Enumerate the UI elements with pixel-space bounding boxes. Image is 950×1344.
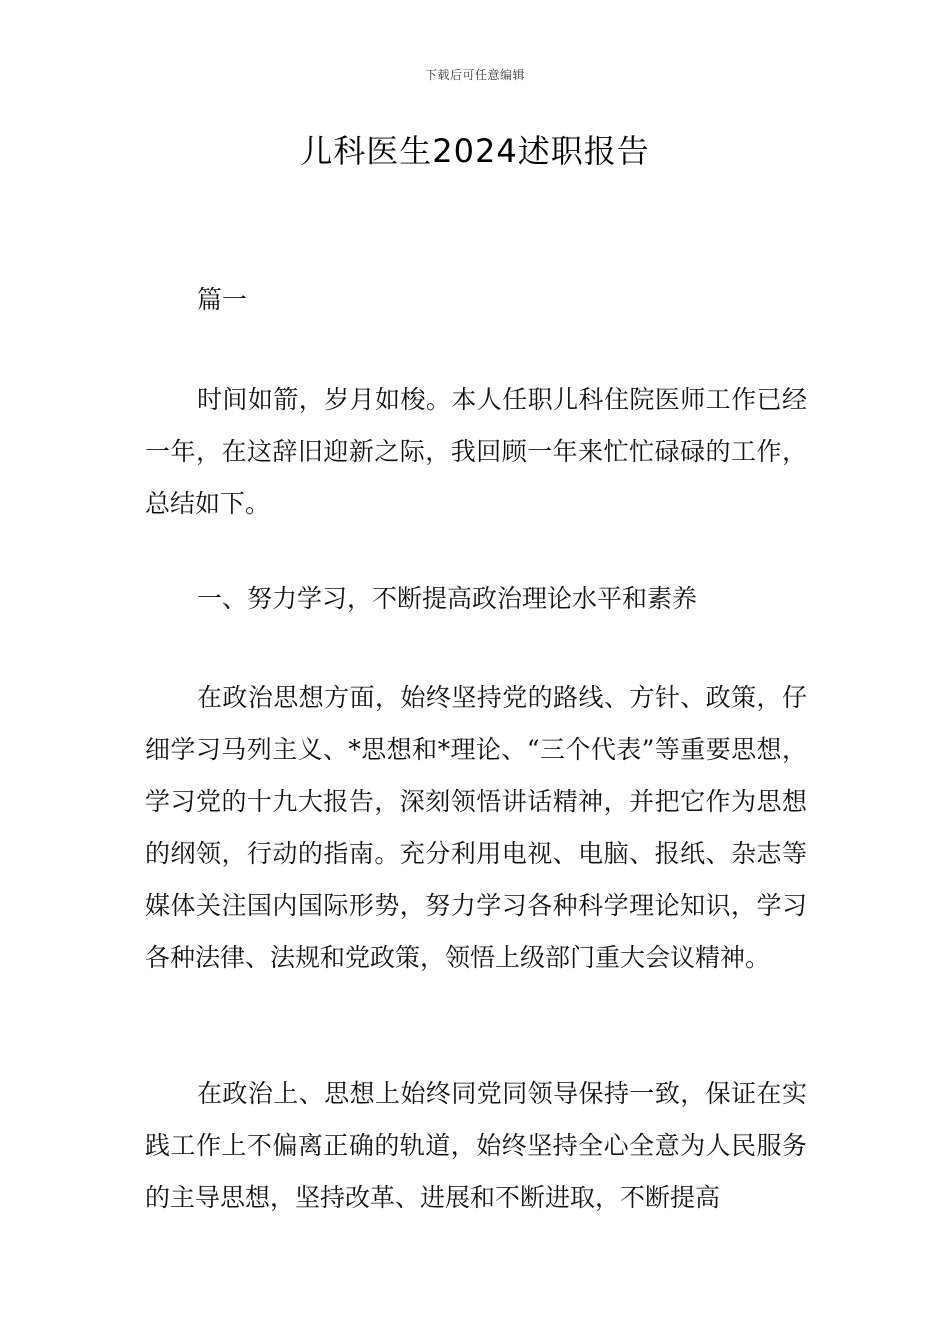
document-title: 儿科医生2024述职报告: [300, 132, 650, 170]
intro-paragraph: 时间如箭，岁月如梭。本人任职儿科住院医师工作已经一年，在这辞旧迎新之际，我回顾一年来忙忙碌碌的工作，总结如下。: [145, 385, 807, 518]
body-paragraph: 在政治上、思想上始终同党同领导保持一致，保证在实践工作上不偏离正确的轨道，始终坚持全心全意为人民服务的主导思想，坚持改革、进展和不断进取，不断提高: [145, 1079, 807, 1212]
body-paragraph: 在政治思想方面，始终坚持党的路线、方针、政策，仔细学习马列主义、*思想和*理论、“三个代表”等重要思想，学习党的十九大报告，深刻领悟讲话精神，并把它作为思想的纲领，行动的指南。充分利用电视、电脑、报纸、杂志等媒体关注国内国际形势，努力学习各种科学理论知识，学习各种法律、法规和党政策，领悟上级部门重大会议精神。: [145, 683, 807, 972]
section-label: 篇一: [197, 285, 248, 314]
section-heading: 一、努力学习，不断提高政治理论水平和素养: [197, 584, 698, 613]
header-note: 下载后可任意编辑: [424, 68, 525, 82]
